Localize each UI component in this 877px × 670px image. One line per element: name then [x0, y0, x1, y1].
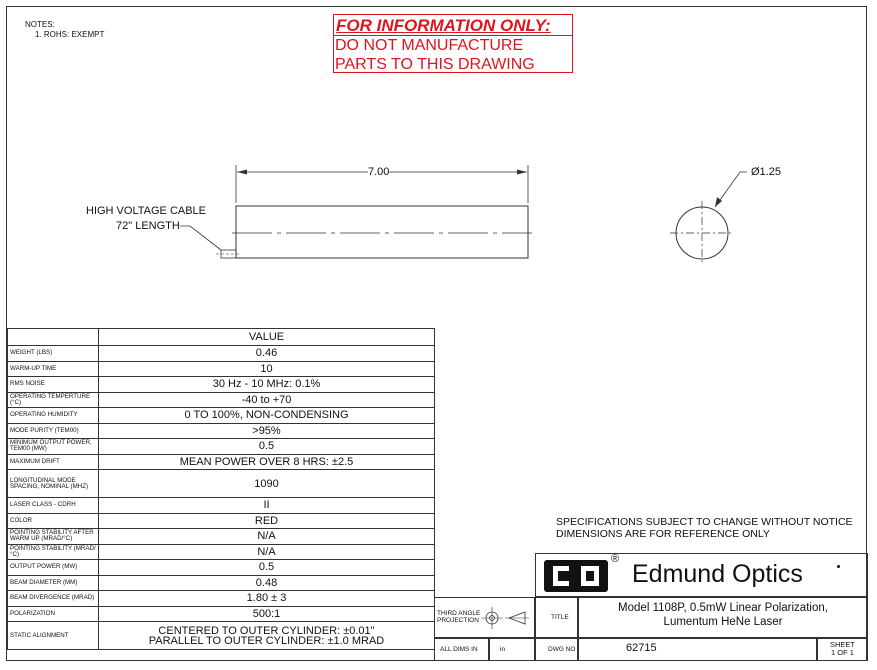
spec-value: >95% [99, 423, 435, 439]
specifications-table [7, 328, 435, 650]
spec-value: 1.80 ± 3 [99, 591, 435, 607]
spec-label: BEAM DIVERGENCE (MRAD) [8, 591, 99, 607]
spec-label: OUTPUT POWER (MW) [8, 560, 99, 576]
notes-header: NOTES: [25, 20, 55, 29]
trademark-dot [837, 565, 840, 568]
spec-value: 30 Hz - 10 MHz: 0.1% [99, 377, 435, 393]
spec-label: WARM-UP TIME [8, 361, 99, 377]
company-name: Edmund Optics [632, 560, 803, 588]
projection-label [437, 610, 480, 624]
spec-value: 10 [99, 361, 435, 377]
spec-label: POINTING STABILITY AFTER WARM UP (MRAD/°C) [8, 529, 99, 545]
edmund-optics-logo [544, 560, 608, 592]
title-line-2: Lumentum HeNe Laser [663, 616, 783, 628]
projection-label-line-1: THIRD ANGLE [437, 610, 481, 617]
title-block [434, 553, 868, 661]
spec-value: II [99, 498, 435, 514]
projection-label-line-2: PROJECTION [437, 617, 479, 624]
spec-value: N/A [99, 529, 435, 545]
spec-label: MINIMUM OUTPUT POWER, TEM00 (MW) [8, 439, 99, 455]
spec-label: RMS NOISE [8, 377, 99, 393]
all-dims-value-cell [489, 638, 535, 661]
title-line-1: Model 1108P, 0.5mW Linear Polarization, [618, 602, 828, 614]
sheet-label: SHEET [829, 640, 855, 649]
diameter-dimension: Ø1.25 [751, 166, 781, 178]
spec-label: COLOR [8, 513, 99, 529]
all-dims-value: in [500, 646, 506, 653]
arrow-right [517, 170, 527, 175]
spec-value: RED [99, 513, 435, 529]
spec-label: OPERATING TEMPERTURE (°C) [8, 392, 99, 408]
spec-value: 0.5 [99, 560, 435, 576]
spec-value: 0.5 [99, 439, 435, 455]
sheet-value: 1 OF 1 [831, 648, 854, 657]
spec-label: OPERATING HUMIDITY [8, 408, 99, 424]
static-alignment-line-2: PARALLEL TO OUTER CYLINDER: ±1.0 MRAD [148, 634, 385, 647]
length-dimension: 7.00 [368, 166, 390, 178]
spec-label: POLARIZATION [8, 606, 99, 622]
spec-label: BEAM DIAMETER (MM) [8, 575, 99, 591]
spec-value: 0.46 [99, 346, 435, 362]
all-dims-label: ALL DIMS IN [440, 646, 478, 653]
spec-note-line-1: SPECIFICATIONS SUBJECT TO CHANGE WITHOUT NOTICE [556, 516, 853, 528]
cable-label-line-1: HIGH VOLTAGE CABLE [86, 205, 207, 217]
spec-note-line-2: DIMENSIONS ARE FOR REFERENCE ONLY [556, 528, 770, 540]
spec-label: MAXIMUM DRIFT [8, 454, 99, 470]
spec-value [99, 622, 435, 650]
registered-mark: ® [611, 553, 620, 565]
static-alignment-line-1: CENTERED TO OUTER CYLINDER: ±0.01" [158, 624, 375, 637]
spec-label: WEIGHT (LBS) [8, 346, 99, 362]
spec-value: 500:1 [99, 606, 435, 622]
dwg-no-label: DWG NO [548, 646, 576, 653]
third-angle-projection-icon [481, 607, 529, 629]
laser-body-outline [236, 206, 528, 258]
spec-value: MEAN POWER OVER 8 HRS: ±2.5 [99, 454, 435, 470]
spec-label: STATIC ALIGNMENT [8, 622, 99, 650]
header-blank-cell [8, 329, 99, 346]
spec-label: MODE PURITY (TEM00) [8, 423, 99, 439]
title-label: TITLE [551, 614, 569, 621]
spec-value: -40 to +70 [99, 392, 435, 408]
sheet-info [817, 641, 868, 657]
drawing-title [578, 601, 868, 629]
spec-value: 1090 [99, 470, 435, 498]
arrow-left [237, 170, 247, 175]
spec-value: 0.48 [99, 575, 435, 591]
specification-notice [556, 516, 853, 540]
warning-line-1: DO NOT MANUFACTURE [335, 37, 524, 54]
warning-line-2: PARTS TO THIS DRAWING [335, 56, 535, 73]
spec-value: N/A [99, 544, 435, 560]
spec-label: LONGITUDINAL MODE SPACING, NOMINAL (MHZ) [8, 470, 99, 498]
dwg-no-value-cell [578, 638, 817, 661]
note-item: 1. ROHS: EXEMPT [35, 30, 105, 39]
spec-label: LASER CLASS - CDRH [8, 498, 99, 514]
cable-leader [178, 226, 221, 250]
value-header: VALUE [99, 329, 435, 346]
dwg-no-value: 62715 [626, 642, 657, 654]
cable-label-line-2: 72" LENGTH [116, 220, 180, 232]
spec-label: POINTING STABILITY (MRAD/°C) [8, 544, 99, 560]
warning-title: FOR INFORMATION ONLY: [336, 16, 551, 35]
spec-value: 0 TO 100%, NON-CONDENSING [99, 408, 435, 424]
